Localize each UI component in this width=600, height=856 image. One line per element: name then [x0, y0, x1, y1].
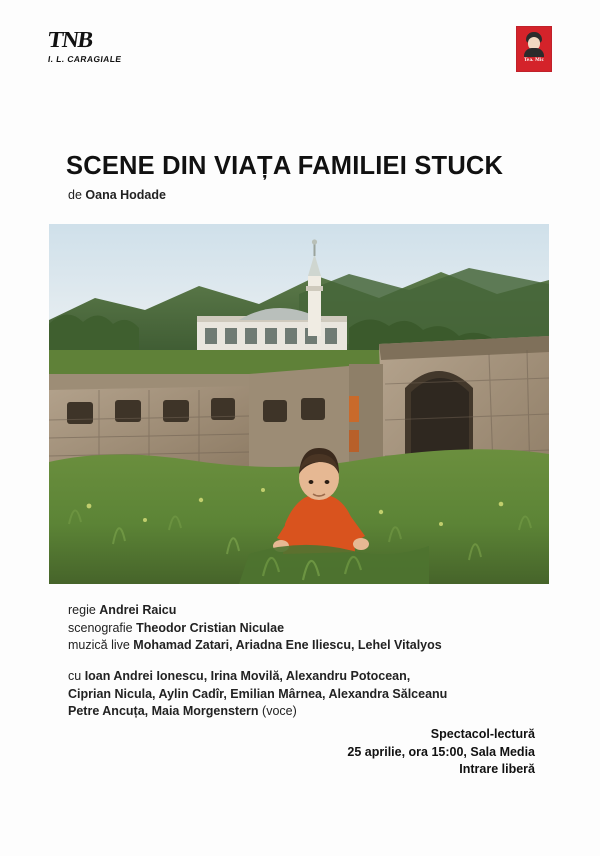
teatrul-mic-logo-caption: Tea. Mic — [523, 58, 545, 63]
cast-names-2: Ciprian Nicula, Aylin Cadîr, Emilian Mârnea, Alexandra Sălceanu — [68, 686, 448, 701]
page-title: SCENE DIN VIAȚA FAMILIEI STUCK — [66, 152, 504, 180]
credit-names-scenografie: Theodor Cristian Niculae — [136, 620, 285, 635]
credits-block — [68, 602, 442, 655]
production-photo — [49, 224, 549, 584]
cast-line-3 — [68, 703, 447, 721]
credit-role-regie: regie — [68, 603, 100, 617]
credit-names-muzica: Mohamad Zatari, Ariadna Ene Iliescu, Lehel Vitalyos — [133, 638, 442, 652]
event-type: Spectacol-lectură — [430, 727, 535, 741]
cast-names-1: Ioan Andrei Ionescu, Irina Movilă, Alexandru Potocean, — [84, 669, 411, 683]
credit-line-regie — [68, 602, 442, 620]
byline-prefix: de — [68, 188, 86, 202]
tnb-logo-subtitle: I. L. CARAGIALE — [47, 54, 123, 64]
cast-line-2 — [68, 686, 447, 704]
cast-line-1 — [68, 668, 447, 686]
cast-voice-note: (voce) — [262, 704, 297, 718]
teatrul-mic-logo — [516, 26, 552, 72]
portrait-icon — [523, 31, 545, 57]
cast-names-3: Petre Ancuța, Maia Morgenstern — [68, 704, 263, 718]
credit-role-scenografie: scenografie — [68, 620, 137, 635]
byline-author: Oana Hodade — [85, 188, 166, 202]
credit-line-muzica — [68, 637, 442, 655]
event-datetime: 25 aprilie, ora 15:00, Sala Media — [347, 744, 535, 759]
credit-names-regie: Andrei Raicu — [99, 603, 177, 617]
production-photo-illustration — [49, 224, 549, 584]
tnb-logo-mark: TNB — [46, 27, 95, 52]
credit-line-scenografie — [68, 620, 442, 638]
tnb-logo — [48, 28, 158, 72]
cast-block — [68, 668, 447, 721]
credit-role-muzica: muzică live — [68, 638, 134, 652]
event-admission: Intrare liberă — [459, 762, 535, 776]
byline — [68, 188, 166, 202]
cast-prefix: cu — [68, 669, 85, 683]
event-info — [347, 726, 535, 779]
